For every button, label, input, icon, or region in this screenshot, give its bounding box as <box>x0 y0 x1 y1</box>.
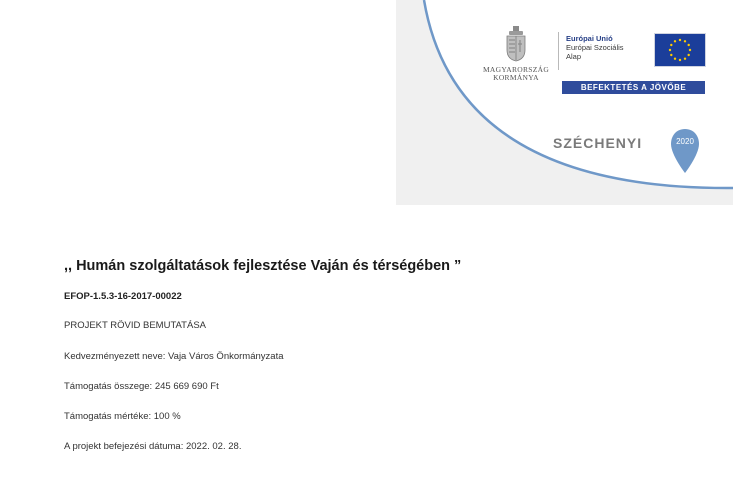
szechenyi-year: 2020 <box>676 137 694 146</box>
gov-name-line-1: MAGYARORSZÁG <box>482 65 550 74</box>
funding-logo-panel <box>396 0 733 205</box>
end-date-line: A projekt befejezési dátuma: 2022. 02. 28. <box>64 441 242 452</box>
project-title: ,, Humán szolgáltatások fejlesztése Vaján és térségében ” <box>64 258 462 274</box>
szechenyi-2020-logo <box>553 127 703 177</box>
eu-flag-icon <box>654 33 706 67</box>
eu-fund-text <box>566 34 624 61</box>
invest-slogan-bar: BEFEKTETÉS A JÖVŐBE <box>562 81 705 94</box>
szechenyi-wordmark: SZÉCHENYI <box>553 135 643 151</box>
eu-fund-line-2: Alap <box>566 52 582 61</box>
rate-line: Támogatás mértéke: 100 % <box>64 411 181 422</box>
project-info <box>64 257 704 452</box>
summary-heading: PROJEKT RÖVID BEMUTATÁSA <box>64 320 206 331</box>
eu-fund-line-1: Európai Szociális <box>566 43 624 52</box>
amount-line: Támogatás összege: 245 669 690 Ft <box>64 381 219 392</box>
project-code: EFOP-1.5.3-16-2017-00022 <box>64 291 182 302</box>
coat-of-arms-icon <box>505 26 527 62</box>
beneficiary-line: Kedvezményezett neve: Vaja Város Önkormányzata <box>64 351 284 362</box>
gov-name-line-2: KORMÁNYA <box>493 73 539 82</box>
hungarian-government-logo <box>480 26 552 82</box>
logo-divider <box>558 32 559 70</box>
eu-title: Európai Unió <box>566 34 613 43</box>
map-pin-icon <box>669 127 701 175</box>
